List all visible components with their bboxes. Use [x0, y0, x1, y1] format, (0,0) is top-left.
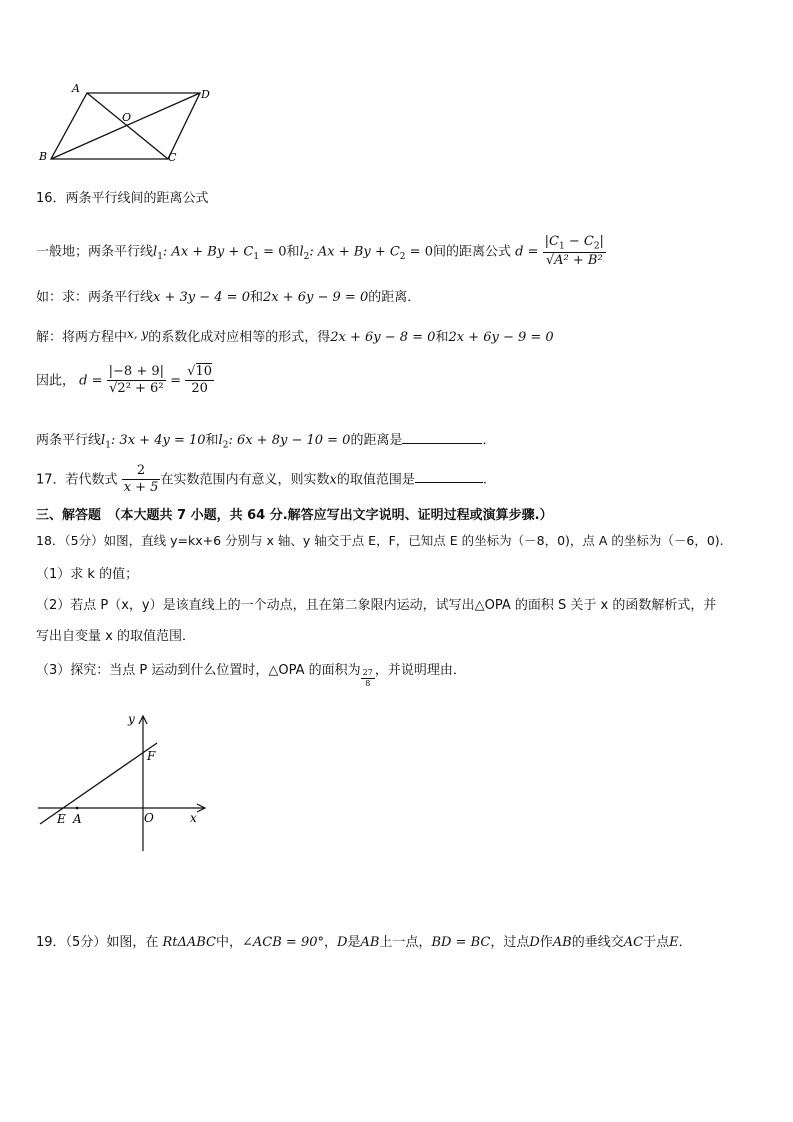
- result-fraction-2: [185, 364, 214, 397]
- q17-num: 2: [122, 463, 161, 480]
- parallelogram-figure: [30, 80, 220, 170]
- result-num: |−8 + 9|: [108, 364, 165, 379]
- solution-prefix: 解：将两方程中: [36, 330, 128, 345]
- q-l2-sub: 2: [222, 440, 229, 451]
- result-fraction-1: [107, 364, 166, 397]
- q18-part3-prefix: （3）探究：当点 P 运动到什么位置时，△OPA 的面积为: [36, 663, 361, 678]
- q19-t9: ．: [678, 935, 692, 950]
- q19-ab2: AB: [552, 935, 572, 950]
- section3-heading: 三、解答题 （本大题共 7 小题，共 64 分.解答应写出文字说明、证明过程或演算步骤.）: [36, 508, 553, 523]
- q-l1: l: [101, 433, 106, 448]
- q18-part2-line1: （2）若点 P（x，y）是该直线上的一个动点，且在第二象限内运动，试写出△OPA 的面积 S 关于 x 的函数解析式，并: [36, 598, 717, 613]
- q16-question: [36, 429, 495, 451]
- q19-t4: 上一点，: [379, 935, 432, 950]
- l2-sub: 2: [303, 252, 310, 263]
- l2-eq-sub: 2: [399, 252, 406, 263]
- example-and: 和: [249, 290, 263, 305]
- label-a2: A: [73, 812, 82, 826]
- q19-triangle: RtΔABC: [162, 935, 216, 950]
- q18-part3-num: 27: [362, 668, 373, 678]
- q17-mid: 在实数范围内有意义，则实数: [160, 472, 330, 488]
- l1-name: l: [153, 244, 158, 260]
- q17-fraction: [122, 463, 161, 496]
- answer-blank-17[interactable]: [415, 481, 483, 483]
- q19-angle: ∠ACB = 90°: [242, 935, 324, 950]
- q16-solution: [36, 326, 554, 345]
- label-a: A: [72, 82, 80, 95]
- q18-part1: （1）求 k 的值；: [36, 567, 139, 582]
- distance-formula-denominator: √A² + B²: [545, 253, 603, 269]
- label-b: B: [39, 150, 48, 163]
- diagonal-bd: [51, 93, 200, 159]
- solution-mid: 的系数化成对应相等的形式，得: [148, 330, 331, 345]
- line-axes-figure: [30, 708, 220, 858]
- distance-formula-numerator: $|C_1 - C_2|$: [544, 234, 604, 252]
- label-x: x: [190, 811, 197, 825]
- q19-e: E: [669, 935, 679, 950]
- l2-eq-end: = 0: [405, 244, 433, 260]
- question-prefix: 两条平行线: [36, 433, 102, 448]
- q16-result: [36, 364, 214, 397]
- result-d: d =: [79, 373, 103, 389]
- q19-t5: ，过点: [490, 935, 530, 950]
- q19-t2: ，: [324, 935, 338, 950]
- l2-eq: : Ax + By + C: [309, 244, 400, 260]
- example-suffix: 的距离．: [368, 290, 421, 305]
- q19-ac: AC: [623, 935, 644, 950]
- diagonal-ac: [87, 93, 168, 159]
- therefore: 因此，: [36, 373, 76, 389]
- d-eq: d =: [515, 244, 539, 260]
- q18-part2-line2: 写出自变量 x 的取值范围．: [36, 629, 195, 644]
- q19-ab: AB: [360, 935, 380, 950]
- and-text: 和: [286, 244, 300, 260]
- example-eq1: x + 3y − 4 = 0: [153, 290, 250, 305]
- q16-title: 16．两条平行线间的距离公式: [36, 191, 209, 206]
- l1-eq: : Ax + By + C: [162, 244, 254, 260]
- q19-prefix: 19．（5分）如图，在: [36, 935, 159, 950]
- result-num2: √10: [187, 364, 213, 379]
- label-c: C: [168, 151, 177, 164]
- l1-eq-end: = 0: [259, 244, 287, 260]
- solution-vars: x, y: [127, 327, 149, 341]
- distance-formula-fraction: [543, 234, 606, 270]
- solution-and: 和: [435, 330, 449, 345]
- q-eq1: : 3x + 4y = 10: [110, 433, 206, 448]
- q18-part3: [36, 659, 466, 689]
- label-f: F: [147, 749, 156, 763]
- q-and: 和: [205, 433, 219, 448]
- label-d: D: [201, 88, 210, 101]
- solution-eq1: 2x + 6y − 8 = 0: [330, 330, 436, 345]
- answer-blank-16[interactable]: [402, 442, 482, 444]
- label-o: O: [122, 111, 132, 124]
- q17-end: .: [482, 472, 487, 488]
- q16-general-intro: 一般地；两条平行线: [36, 244, 154, 260]
- q-l1-sub: 1: [105, 440, 111, 451]
- q16-example: [36, 286, 420, 305]
- l1-sub: 1: [157, 252, 163, 263]
- q18-part3-suffix: ，并说明理由．: [374, 663, 466, 678]
- label-o2: O: [144, 811, 154, 825]
- question-suffix: 的距离是: [350, 433, 403, 448]
- label-y: y: [128, 712, 135, 726]
- q19-d2: D: [529, 935, 540, 950]
- q-l2: l: [218, 433, 223, 448]
- example-eq2: 2x + 6y − 9 = 0: [263, 290, 369, 305]
- result-den: √2² + 6²: [109, 380, 164, 396]
- q17-prefix: 17．若代数式: [36, 472, 118, 488]
- q17-den: x + 5: [123, 479, 159, 495]
- l2-name: l: [299, 244, 304, 260]
- q18-part3-fraction: [361, 668, 375, 689]
- q17-suffix: 的取值范围是: [336, 472, 415, 488]
- q19: [36, 931, 692, 950]
- l1-eq-sub: 1: [253, 252, 260, 263]
- label-e: E: [57, 812, 66, 826]
- question-end: ．: [482, 433, 496, 448]
- q19-t1: 中，: [216, 935, 243, 950]
- result-den2: 20: [191, 380, 208, 396]
- q19-t3: 是: [347, 935, 361, 950]
- q19-t8: 于点: [643, 935, 670, 950]
- q-eq2: : 6x + 8y − 10 = 0: [228, 433, 351, 448]
- q17: [36, 463, 487, 496]
- q16-formula-line: [36, 234, 606, 270]
- q19-t6: 作: [539, 935, 553, 950]
- q18-part3-den: 8: [365, 679, 371, 688]
- example-prefix: 如：求：两条平行线: [36, 290, 154, 305]
- q19-t7: 的垂线交: [571, 935, 624, 950]
- formula-intro: 间的距离公式: [432, 244, 511, 260]
- q18-line1: 18．（5分）如图，直线 y=kx+6 分别与 x 轴、y 轴交于点 E，F，已知点 E 的坐标为（－8，0)，点 A 的坐标为（－6，0).: [36, 533, 724, 548]
- q19-d: D: [337, 935, 348, 950]
- result-eq: =: [170, 373, 182, 389]
- q19-bdbc: BD = BC: [431, 935, 491, 950]
- q17-var: x: [329, 472, 337, 488]
- point-a: [76, 807, 79, 810]
- solution-eq2: 2x + 6y − 9 = 0: [448, 330, 554, 345]
